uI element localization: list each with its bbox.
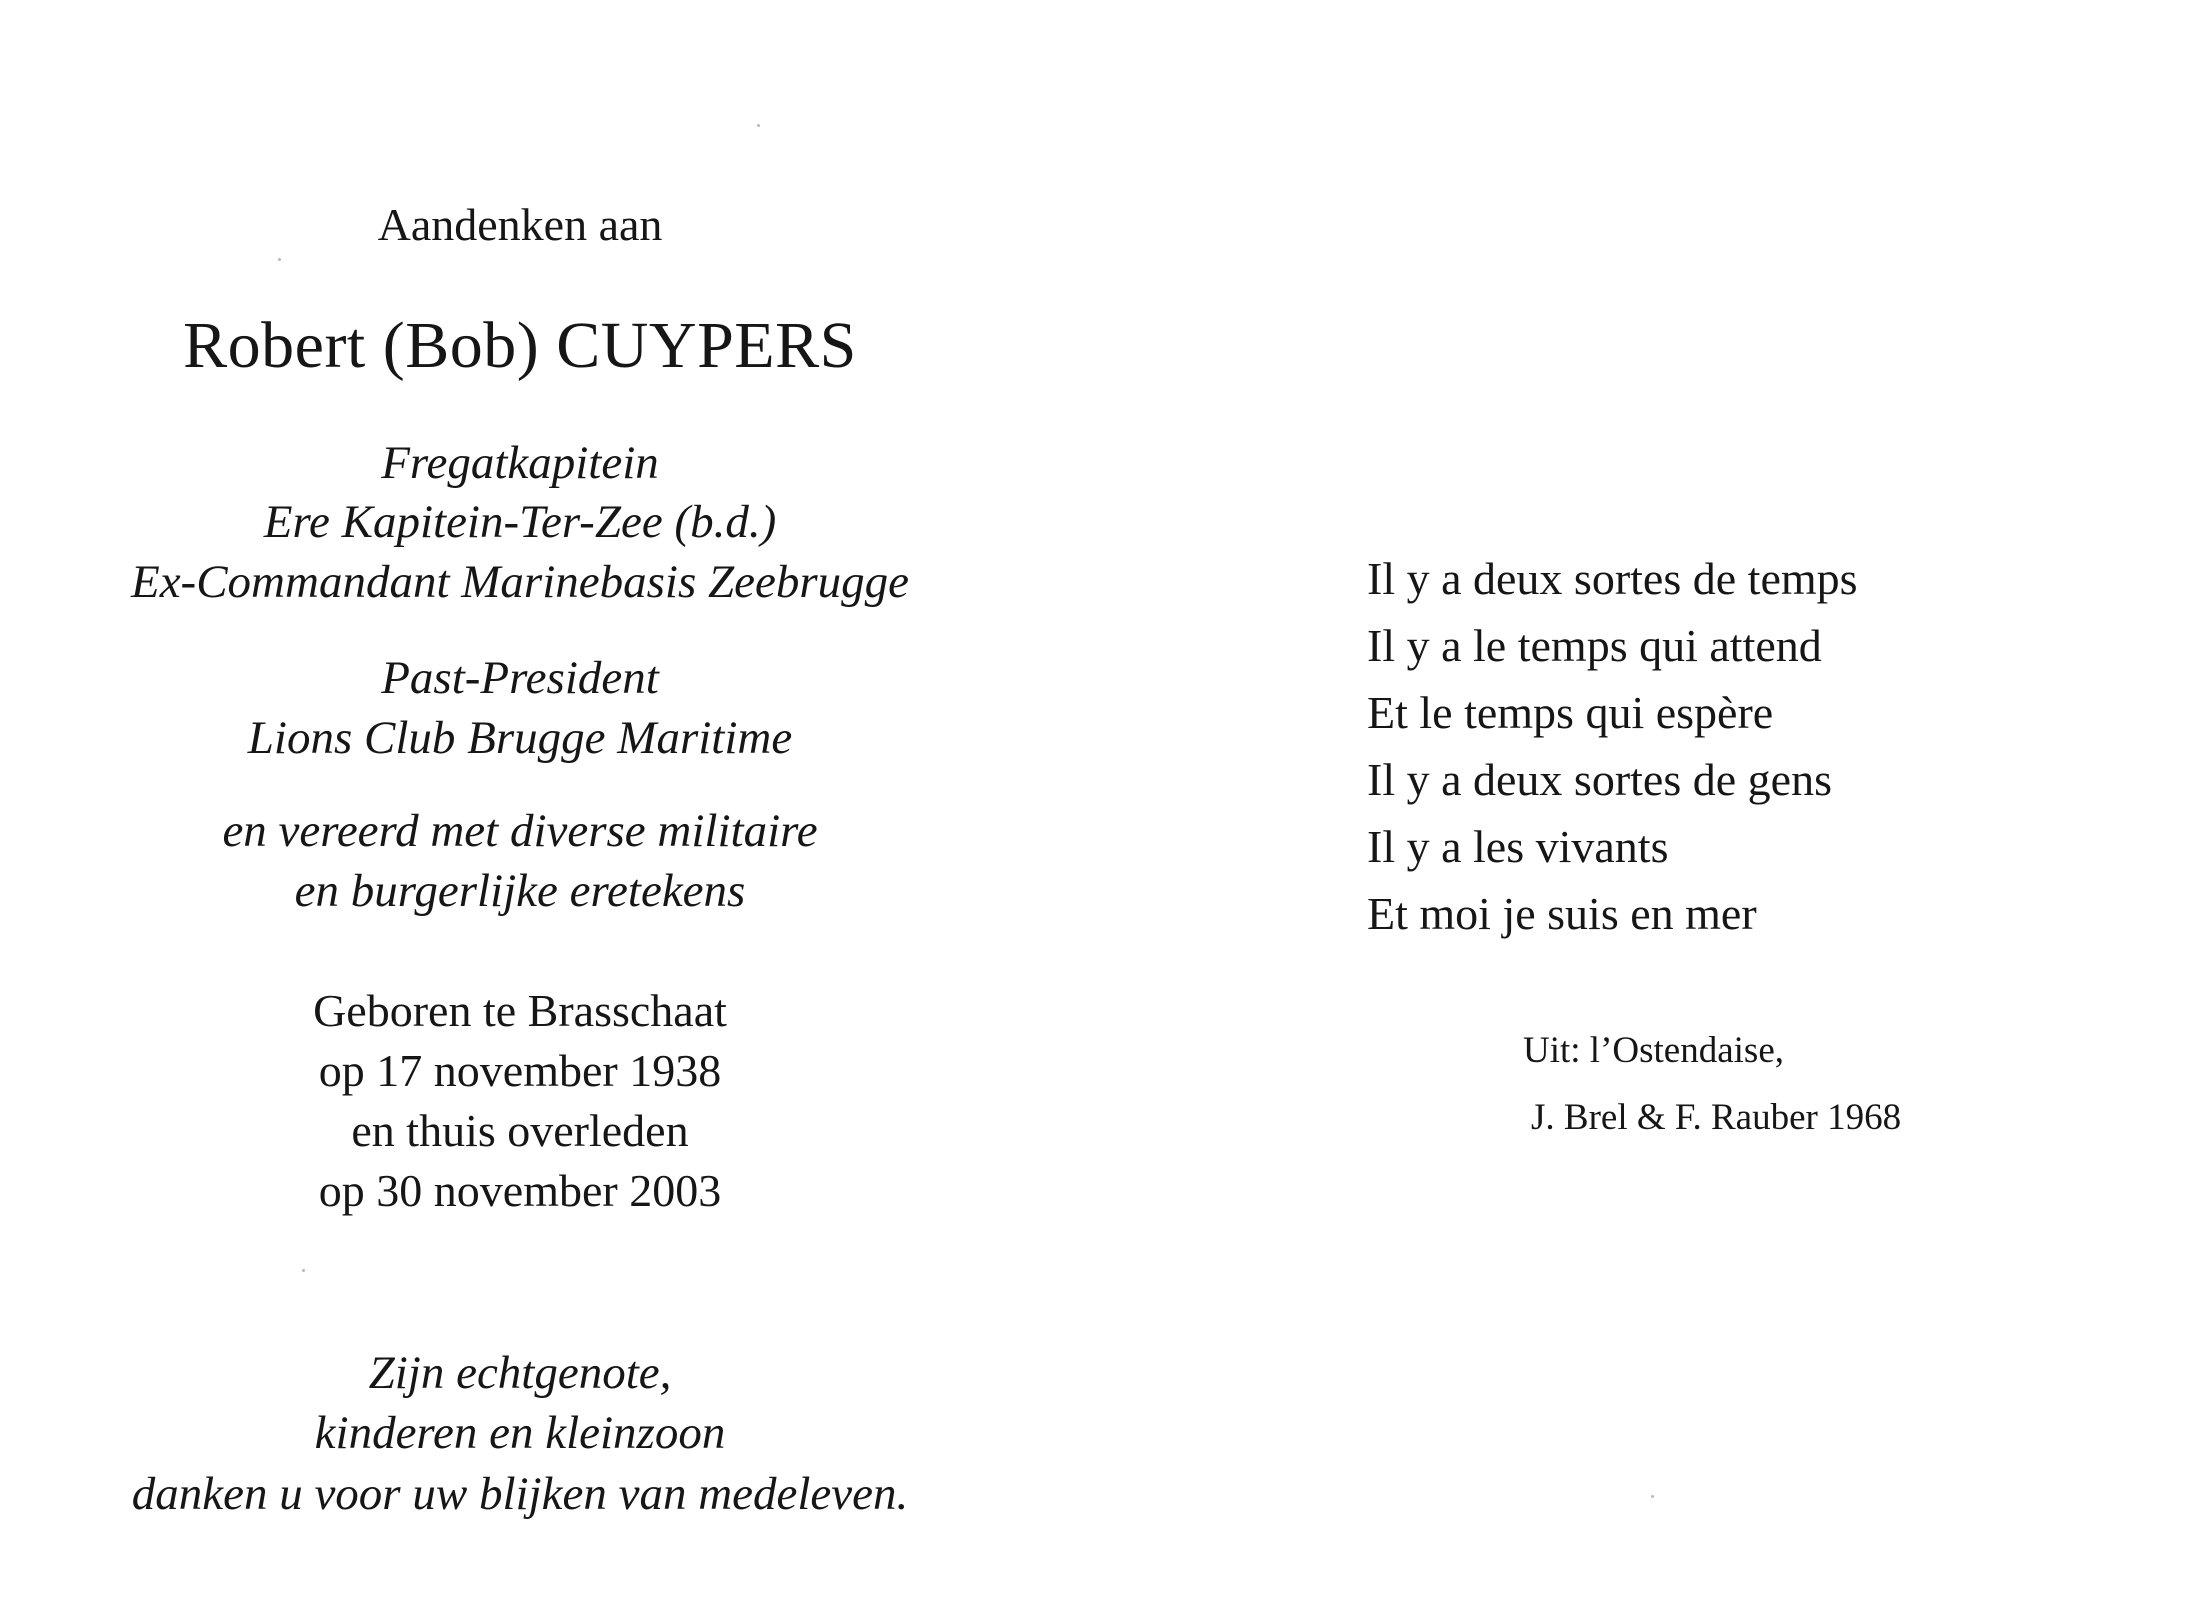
club-name: Lions Club Brugge Maritime (247, 712, 793, 764)
poem-line-6: Et moi je suis en mer (1367, 888, 1757, 939)
title-honorary-rank: Ere Kapitein-Ter-Zee (b.d.) (263, 496, 777, 548)
death-place: en thuis overleden (351, 1105, 689, 1156)
source-title: Uit: l’Ostendaise, (1523, 1030, 1785, 1071)
thanks-line-3: danken u voor uw blijken van medeleven. (131, 1468, 909, 1520)
poem-line-1: Il y a deux sortes de temps (1367, 553, 1858, 604)
title-former-command: Ex-Commandant Marinebasis Zeebrugge (130, 556, 910, 608)
paper-speck (278, 258, 281, 261)
poem-line-4: Il y a deux sortes de gens (1367, 754, 1832, 805)
source-authors: J. Brel & F. Rauber 1968 (1531, 1097, 1902, 1138)
honours-line-1: en vereerd met diverse militaire (222, 805, 818, 857)
poem-line-2: Il y a le temps qui attend (1367, 620, 1822, 671)
title-rank: Fregatkapitein (381, 437, 659, 489)
death-date: op 30 november 2003 (318, 1165, 722, 1216)
deceased-name: Robert (Bob) CUYPERS (183, 309, 857, 382)
birth-date: op 17 november 1938 (318, 1045, 722, 1096)
intro-text: Aandenken aan (377, 199, 663, 250)
thanks-line-2: kinderen en kleinzoon (314, 1407, 726, 1459)
birth-place: Geboren te Brasschaat (313, 985, 727, 1036)
poem-line-3: Et le temps qui espère (1367, 687, 1774, 738)
club-role: Past-President (381, 652, 659, 704)
thanks-line-1: Zijn echtgenote, (368, 1347, 672, 1399)
honours-line-2: en burgerlijke eretekens (294, 865, 746, 917)
paper-speck (757, 124, 760, 127)
paper-speck (1651, 1495, 1654, 1498)
paper-speck (302, 1269, 305, 1272)
poem-line-5: Il y a les vivants (1367, 821, 1669, 872)
